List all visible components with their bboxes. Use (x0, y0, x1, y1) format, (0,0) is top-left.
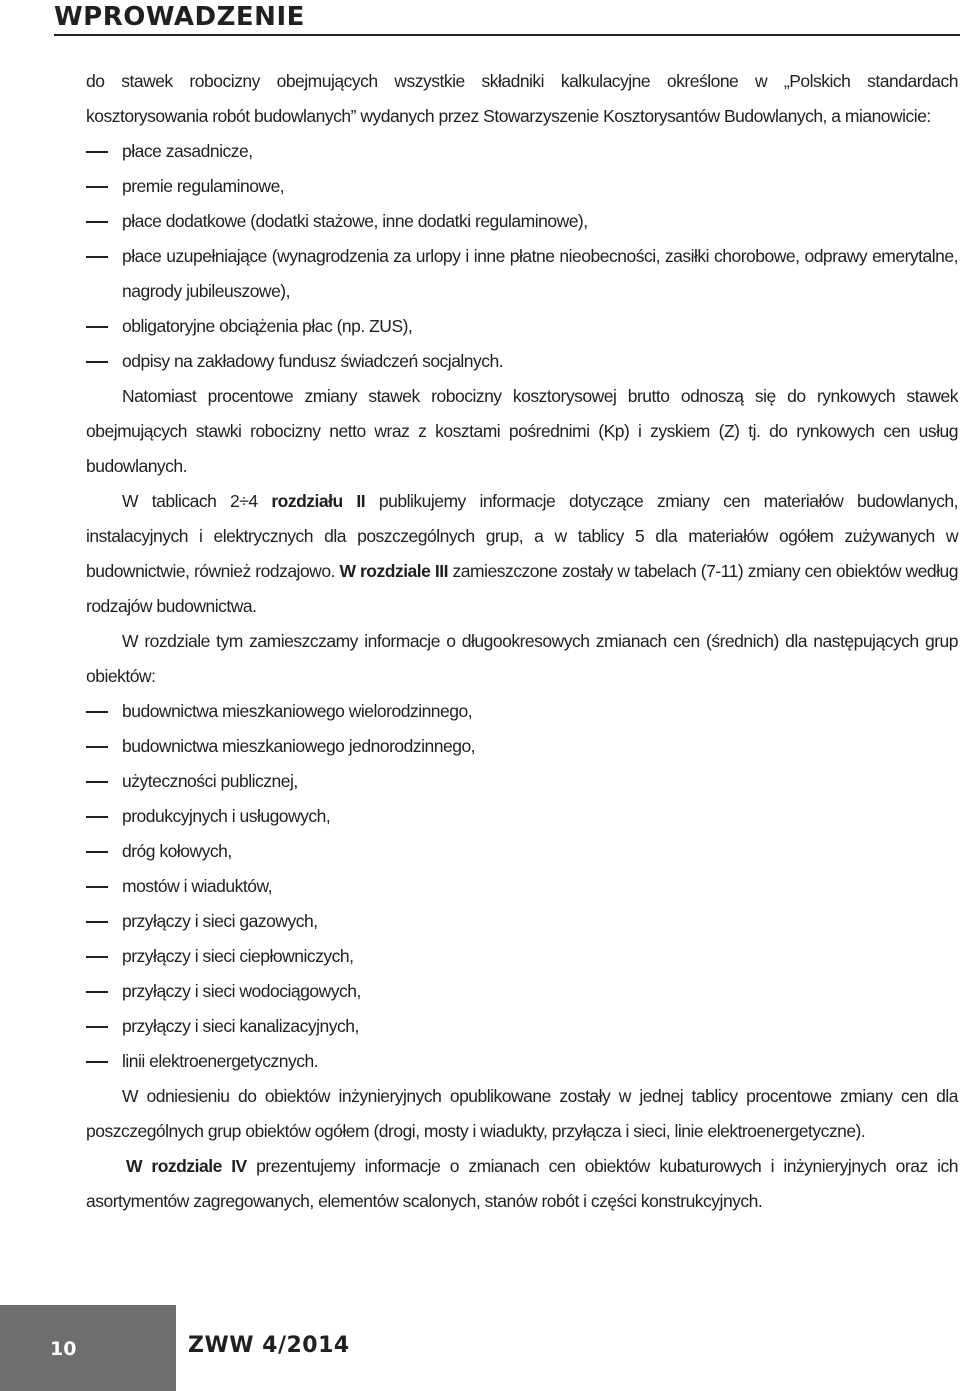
chapter-ref-3: W rozdziale III (339, 561, 448, 581)
list-item: płace uzupełniające (wynagrodzenia za urlopy i inne płatne nieobecności, zasiłki chorobowe, odprawy emerytalne, nagrody jubileuszowe), (86, 239, 958, 309)
wage-components-list (86, 134, 958, 379)
list-item: przyłączy i sieci kanalizacyjnych, (86, 1009, 958, 1044)
page-number-box (0, 1305, 176, 1391)
text-run: publikujemy informacje dotyczące zmiany cen materiałów budowlanych, instalacyjnych i elektrycznych dla poszczególnych grup, a w tablicy 5 dla materiałów ogółem zużywanych w budownictwie, również rodzajowo. (86, 491, 958, 581)
page-header (54, 0, 960, 36)
list-item: premie regulaminowe, (86, 169, 958, 204)
paragraph-chapter-4 (86, 1149, 958, 1219)
list-item: użyteczności publicznej, (86, 764, 958, 799)
issue-label: ZWW 4/2014 (188, 1333, 350, 1358)
list-item: płace zasadnicze, (86, 134, 958, 169)
page-number: 10 (50, 1338, 77, 1360)
section-title: WPROWADZENIE (54, 2, 305, 32)
list-item: linii elektroenergetycznych. (86, 1044, 958, 1079)
list-item: przyłączy i sieci gazowych, (86, 904, 958, 939)
text-run: zamieszczone zostały w tabelach (7-11) zmiany cen obiektów według rodzajów budownictwa. (86, 561, 958, 616)
list-item: budownictwa mieszkaniowego jednorodzinnego, (86, 729, 958, 764)
list-item: mostów i wiaduktów, (86, 869, 958, 904)
paragraph-labor-rates: Natomiast procentowe zmiany stawek robocizny kosztorysowej brutto odnoszą się do rynkowych stawek obejmujących stawki robocizny netto wraz z kosztami pośrednimi (Kp) i zyskiem (Z) tj. do rynkowych cen usług budowlanych. (86, 386, 958, 476)
list-item: odpisy na zakładowy fundusz świadczeń socjalnych. (86, 344, 958, 379)
text-run: W tablicach 2÷4 (122, 491, 272, 511)
text-run: prezentujemy informacje o zmianach cen obiektów kubaturowych i inżynieryjnych oraz ich asortymentów zagregowanych, elementów scalonych, stanów robót i części konstrukcyjnych. (86, 1156, 958, 1211)
list-item: produkcyjnych i usługowych, (86, 799, 958, 834)
list-item: obligatoryjne obciążenia płac (np. ZUS), (86, 309, 958, 344)
list-item: przyłączy i sieci wodociągowych, (86, 974, 958, 1009)
list-item: budownictwa mieszkaniowego wielorodzinnego, (86, 694, 958, 729)
paragraph-chapters-2-3 (86, 484, 958, 624)
paragraph-object-groups: W rozdziale tym zamieszczamy informacje o długookresowych zmianach cen (średnich) dla następujących grup obiektów: (86, 631, 958, 686)
chapter-ref-2: rozdziału II (271, 491, 366, 511)
list-item: dróg kołowych, (86, 834, 958, 869)
chapter-ref-4: W rozdziale IV (126, 1156, 247, 1176)
list-item: płace dodatkowe (dodatki stażowe, inne dodatki regulaminowe), (86, 204, 958, 239)
intro-paragraph: do stawek robocizny obejmujących wszystkie składniki kalkulacyjne określone w „Polskich standardach kosztorysowania robót budowlanych” wydanych przez Stowarzyszenie Kosztorysantów Budowlanych, a mianowicie: (86, 71, 958, 126)
paragraph-engineering-objects: W odniesieniu do obiektów inżynieryjnych opublikowane zostały w jednej tablicy procentowe zmiany cen dla poszczególnych grup obiektów ogółem (drogi, mosty i wiadukty, przyłącza i sieci, linie elektroenergetyczne). (86, 1086, 958, 1141)
article-body (86, 64, 958, 1219)
list-item: przyłączy i sieci ciepłowniczych, (86, 939, 958, 974)
object-groups-list (86, 694, 958, 1079)
